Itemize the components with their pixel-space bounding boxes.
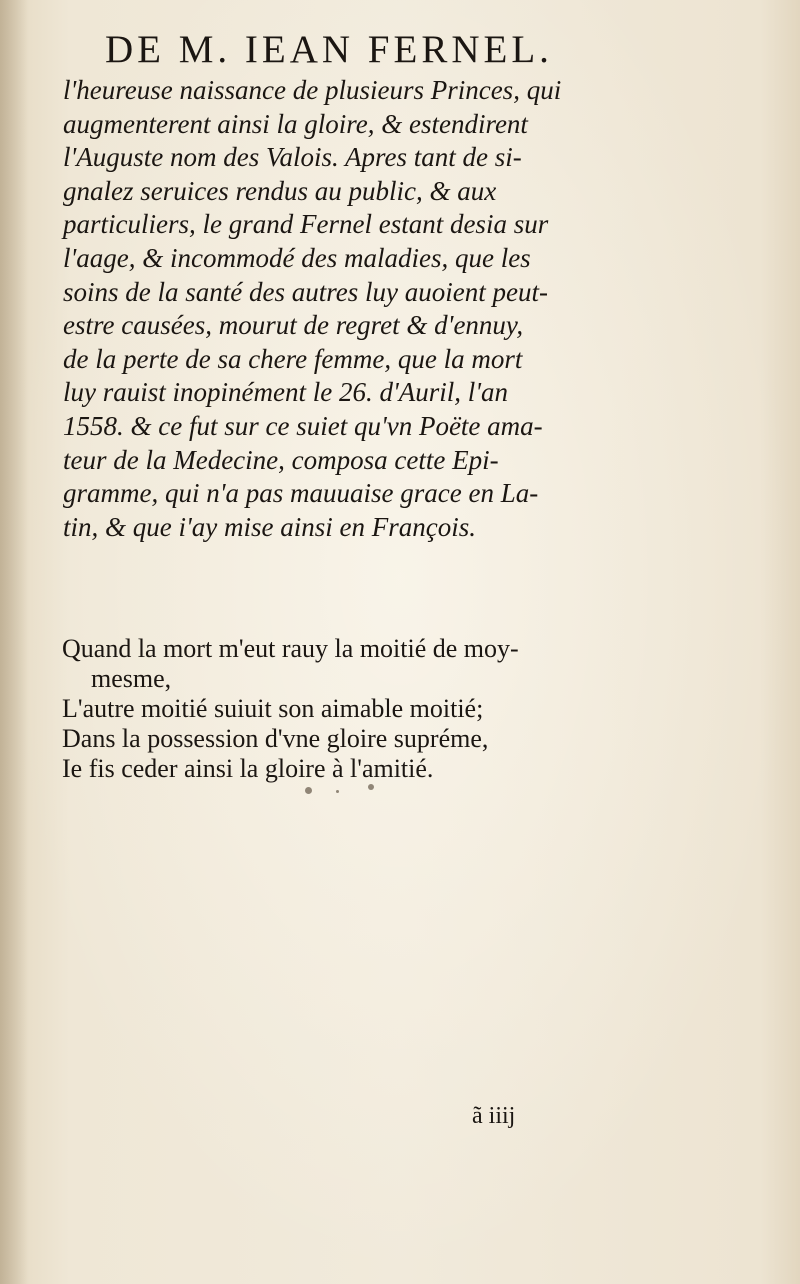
prose-line: de la perte de sa chere femme, que la mort xyxy=(63,343,523,374)
verse-line: Dans la possession d'vne gloire supréme, xyxy=(62,724,489,753)
ink-speck xyxy=(368,784,374,790)
prose-line: luy rauist inopinément le 26. d'Auril, l'an xyxy=(63,377,509,408)
prose-paragraph xyxy=(63,74,663,544)
prose-line: soins de la santé des autres luy auoient peut- xyxy=(63,276,548,307)
verse-line: L'autre moitié suiuit son aimable moitié; xyxy=(62,694,484,723)
ink-speck xyxy=(305,787,312,794)
prose-line: l'aage, & incommodé des maladies, que les xyxy=(63,242,531,273)
prose-line: augmenterent ainsi la gloire, & estendirent xyxy=(63,108,528,139)
running-head: DE M. IEAN FERNEL. xyxy=(105,28,553,71)
prose-line: gnalez seruices rendus au public, & aux xyxy=(63,175,497,206)
gutter-shadow xyxy=(0,0,28,1284)
prose-line: teur de la Medecine, composa cette Epi- xyxy=(63,444,499,475)
verse-line: mesme, xyxy=(91,664,172,693)
ink-speck xyxy=(336,790,339,793)
verse-line: Quand la mort m'eut rauy la moitié de moy- xyxy=(62,634,519,663)
prose-line: particuliers, le grand Fernel estant desia sur xyxy=(63,209,549,240)
prose-line: l'Auguste nom des Valois. Apres tant de si- xyxy=(63,142,522,173)
prose-line: estre causées, mourut de regret & d'ennuy, xyxy=(63,310,524,341)
signature-mark: ã iiij xyxy=(472,1103,516,1129)
epigram-verse xyxy=(62,634,682,784)
prose-line: gramme, qui n'a pas mauuaise grace en La- xyxy=(63,478,539,509)
verse-line: Ie fis ceder ainsi la gloire à l'amitié. xyxy=(62,754,434,783)
prose-line: 1558. & ce fut sur ce suiet qu'vn Poëte ama- xyxy=(63,410,543,441)
prose-line: l'heureuse naissance de plusieurs Princes, qui xyxy=(63,75,562,105)
prose-line: tin, & que i'ay mise ainsi en François. xyxy=(63,511,476,542)
